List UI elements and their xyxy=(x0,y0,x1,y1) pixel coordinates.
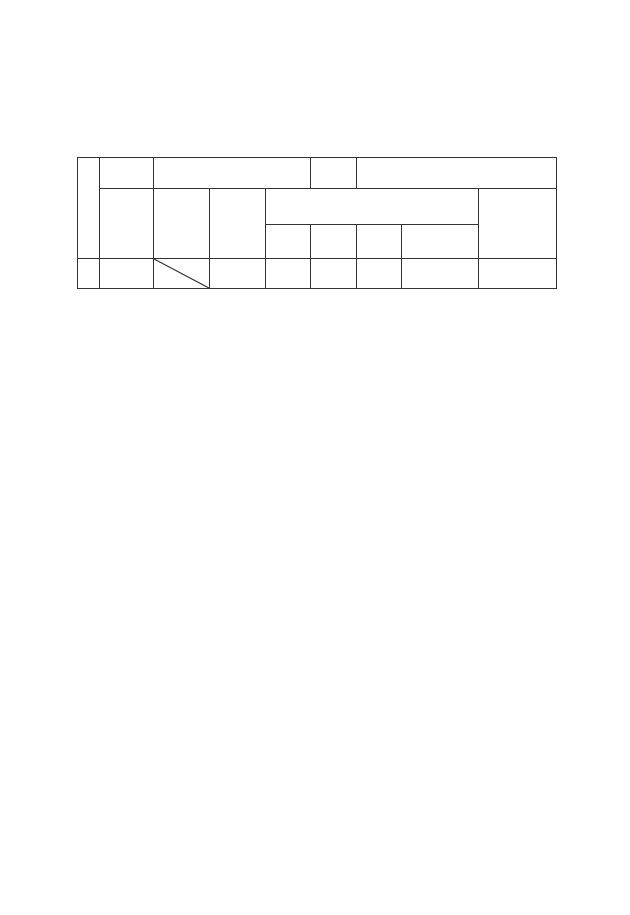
alarm-equipment-header xyxy=(311,225,357,259)
use-structure-row xyxy=(78,158,557,189)
total-fire-extinguishing-field[interactable] xyxy=(210,259,266,289)
fire-extinguishing-header xyxy=(266,225,311,259)
special-equipment-header xyxy=(479,189,557,259)
side-label-cell xyxy=(78,158,100,259)
use-label-cell xyxy=(100,158,154,189)
building-overview-table-1 xyxy=(77,157,557,289)
use-value-field[interactable] xyxy=(154,158,311,189)
floor-area-header xyxy=(154,189,210,259)
header-row-1 xyxy=(78,189,557,225)
use-column-header xyxy=(210,189,266,259)
type-floor-corner xyxy=(100,189,154,259)
total-label xyxy=(87,267,91,281)
total-row xyxy=(78,259,557,289)
diagonal-strike xyxy=(154,259,209,288)
structure-label-cell xyxy=(311,158,357,189)
firefighting-facility-header xyxy=(402,225,479,259)
fire-equipment-overview-header xyxy=(266,189,479,225)
total-special-field[interactable] xyxy=(402,259,479,289)
total-use-struck-cell xyxy=(154,259,210,289)
total-evacuation-field[interactable] xyxy=(311,259,357,289)
total-floor-area-field[interactable] xyxy=(100,259,154,289)
side-label xyxy=(78,199,99,218)
structure-value-field[interactable] xyxy=(357,158,557,189)
evacuation-equipment-header xyxy=(357,225,402,259)
total-label-cell xyxy=(78,259,100,289)
total-alarm-field[interactable] xyxy=(266,259,311,289)
total-firefighting-field[interactable] xyxy=(357,259,402,289)
